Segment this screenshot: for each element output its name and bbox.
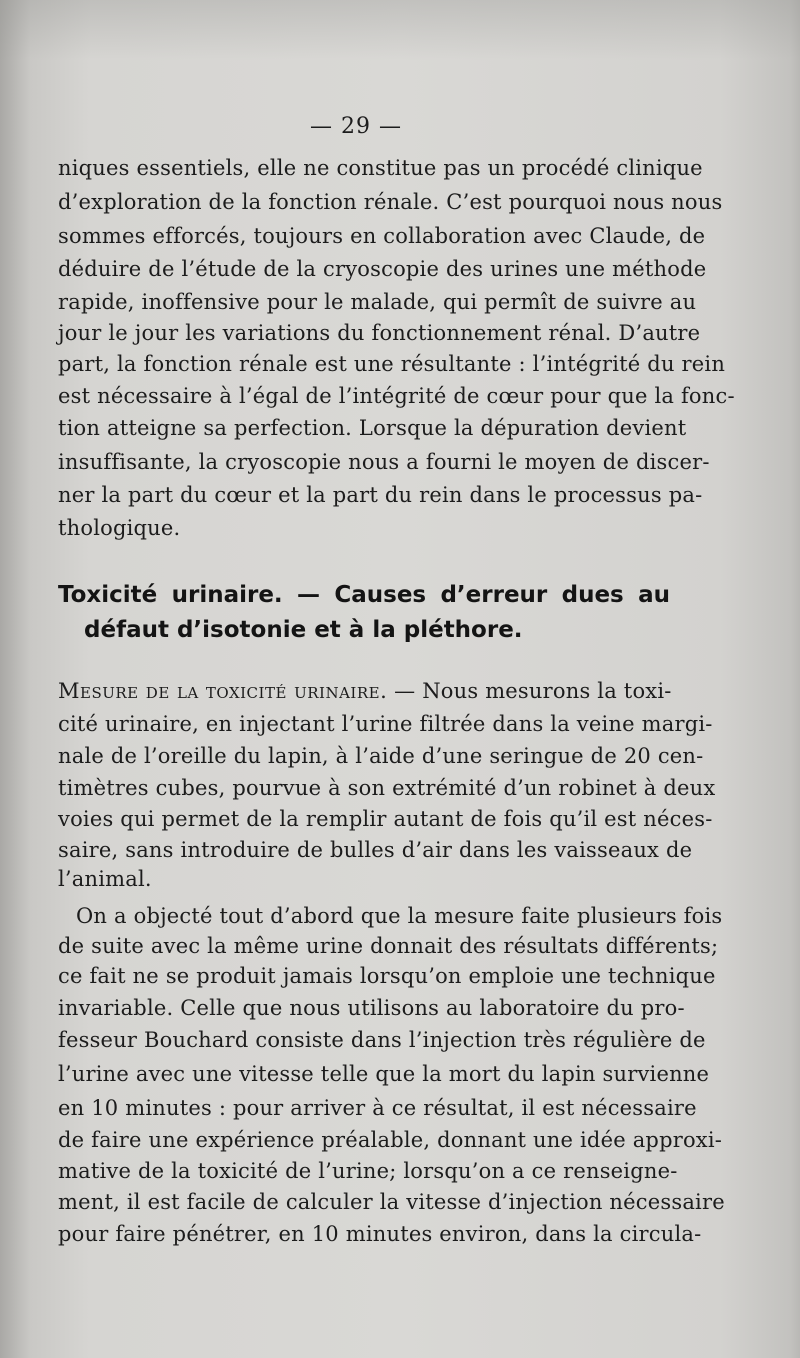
paragraph-1-line: part, la fonction rénale est une résultante : l’intégrité du rein (58, 352, 726, 376)
paragraph-3-line: mative de la toxicité de l’urine; lorsqu’on a ce renseigne- (58, 1159, 678, 1183)
paragraph-3-line: invariable. Celle que nous utilisons au laboratoire du pro- (58, 996, 685, 1020)
run-in-heading: Mesure de la toxicité urinaire. (58, 679, 388, 703)
paragraph-1-line: tion atteigne sa perfection. Lorsque la dépuration devient (58, 416, 687, 440)
paragraph-2-line: nale de l’oreille du lapin, à l’aide d’une seringue de 20 cen- (58, 744, 704, 768)
page-number: — 29 — (310, 114, 402, 139)
paragraph-2-line: saire, sans introduire de bulles d’air dans les vaisseaux de (58, 838, 693, 862)
paragraph-1-line: est nécessaire à l’égal de l’intégrité de cœur pour que la fonc- (58, 384, 735, 408)
paragraph-2-line: voies qui permet de la remplir autant de fois qu’il est néces- (58, 807, 713, 831)
paragraph-1-line: insuffisante, la cryoscopie nous a fourni le moyen de discer- (58, 450, 710, 474)
paragraph-1-line: niques essentiels, elle ne constitue pas un procédé clinique (58, 156, 703, 180)
paragraph-3-line: ment, il est facile de calculer la vitesse d’injection nécessaire (58, 1190, 725, 1214)
paragraph-2-line: l’animal. (58, 867, 152, 891)
paragraph-3-line: fesseur Bouchard consiste dans l’injection très régulière de (58, 1028, 706, 1052)
paragraph-3-line: pour faire pénétrer, en 10 minutes environ, dans la circula- (58, 1222, 702, 1246)
paragraph-2-line (58, 675, 670, 707)
paragraph-1-line: thologique. (58, 516, 181, 540)
paragraph-3-line: de suite avec la même urine donnait des résultats différents; (58, 934, 719, 958)
paragraph-3-line: en 10 minutes : pour arriver à ce résultat, il est nécessaire (58, 1096, 697, 1120)
paragraph-1-line: d’exploration de la fonction rénale. C’est pourquoi nous nous (58, 190, 723, 214)
paragraph-3-line: l’urine avec une vitesse telle que la mort du lapin survienne (58, 1062, 710, 1086)
paragraph-1-line: rapide, inoffensive pour le malade, qui permît de suivre au (58, 290, 697, 314)
paragraph-1-line: jour le jour les variations du fonctionnement rénal. D’autre (58, 321, 701, 345)
paragraph-1-line: déduire de l’étude de la cryoscopie des urines une méthode (58, 257, 707, 281)
paragraph-2-line: timètres cubes, pourvue à son extrémité d’un robinet à deux (58, 776, 716, 800)
paragraph-3-line: On a objecté tout d’abord que la mesure faite plusieurs fois (76, 904, 723, 928)
paragraph-3-line: ce fait ne se produit jamais lorsqu’on emploie une technique (58, 964, 716, 988)
paragraph-1-line: ner la part du cœur et la part du rein dans le processus pa- (58, 483, 703, 507)
paragraph-3-line: de faire une expérience préalable, donnant une idée approxi- (58, 1128, 723, 1152)
section-heading: Toxicité urinaire. — Causes d’erreur dues au (58, 582, 670, 608)
paragraph-2-line: cité urinaire, en injectant l’urine filtrée dans la veine margi- (58, 712, 713, 736)
paragraph-1-line: sommes efforcés, toujours en collaboration avec Claude, de (58, 224, 706, 248)
paragraph-2-text: — Nous mesurons la toxi- (387, 679, 672, 703)
section-heading-continued: défaut d’isotonie et à la pléthore. (84, 617, 523, 643)
